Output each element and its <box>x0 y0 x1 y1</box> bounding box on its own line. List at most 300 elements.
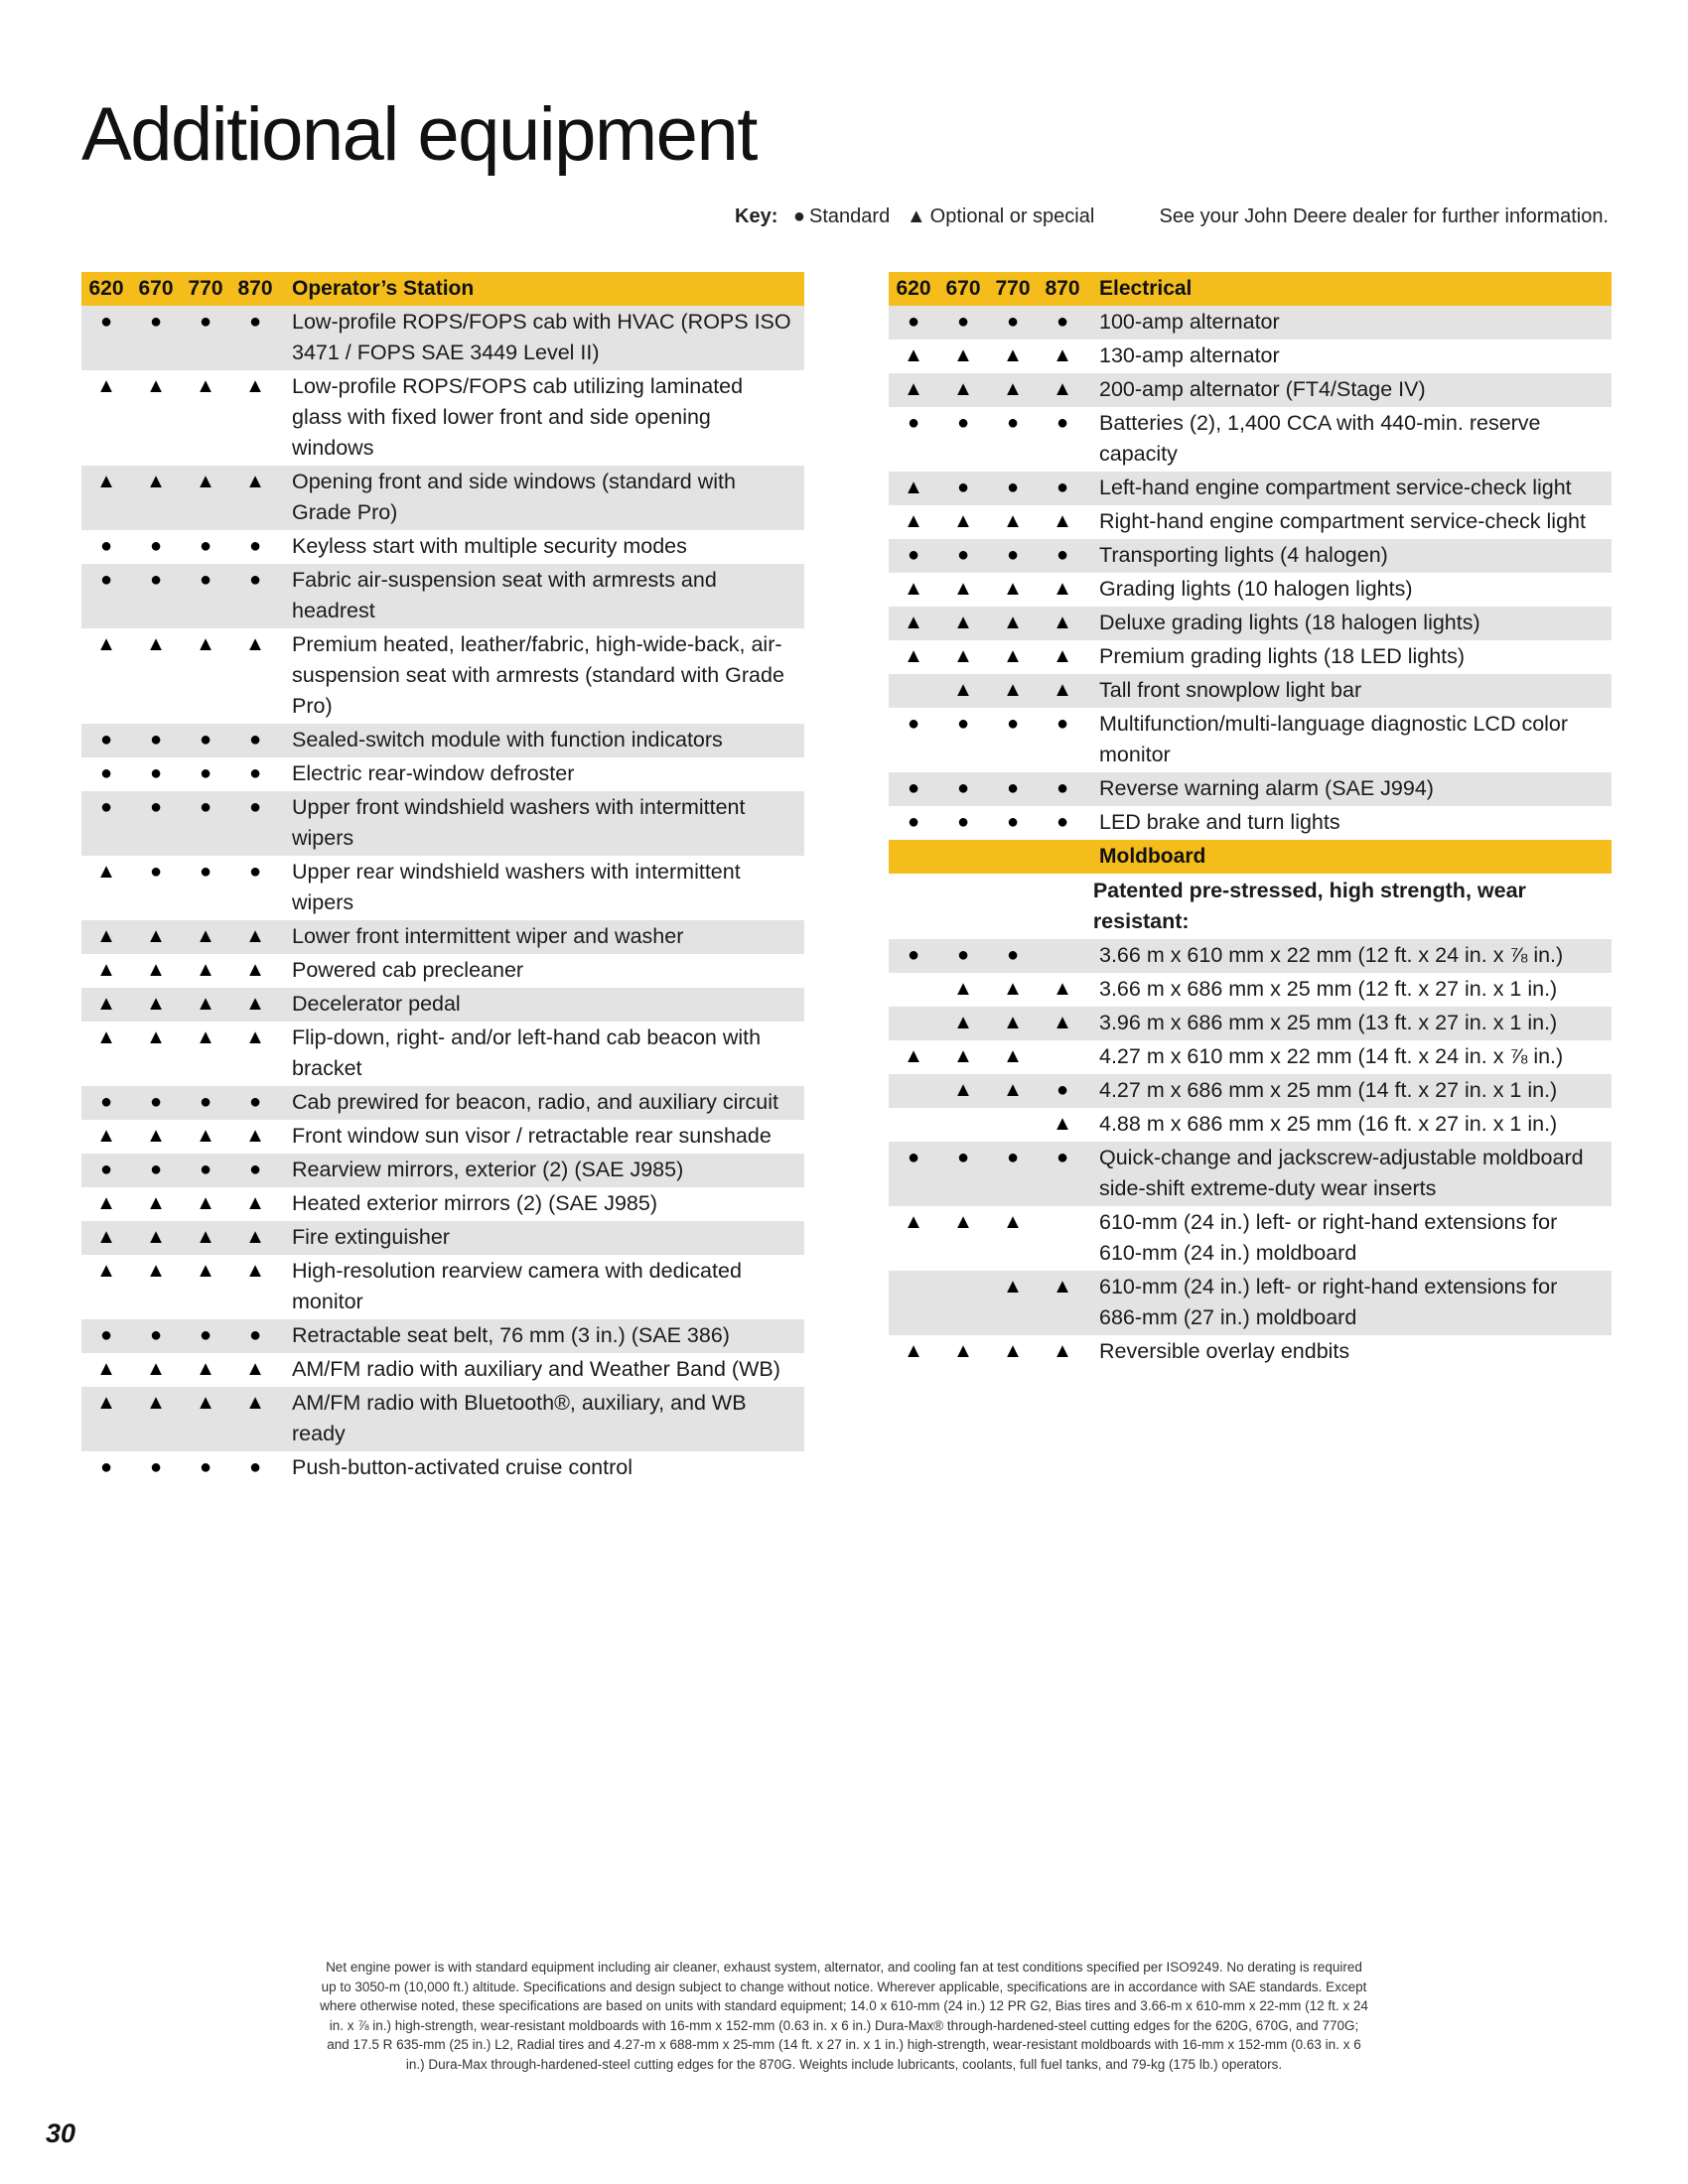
table-row <box>889 708 1612 772</box>
optional-triangle-icon: ▲ <box>245 1226 265 1248</box>
table-row <box>81 564 804 628</box>
standard-circle-icon: ● <box>907 412 920 434</box>
optional-triangle-icon: ▲ <box>196 1226 215 1248</box>
optional-triangle-icon: ▲ <box>96 925 116 947</box>
optional-triangle-icon: ▲ <box>96 1125 116 1147</box>
table-row <box>889 373 1612 407</box>
standard-circle-icon: ● <box>149 311 163 333</box>
optional-triangle-icon: ▲ <box>245 993 265 1015</box>
row-description: 100-amp alternator <box>1099 310 1280 334</box>
standard-circle-icon: ● <box>1055 811 1069 833</box>
optional-triangle-icon: ▲ <box>953 344 973 366</box>
table-row <box>81 1387 804 1451</box>
model-header-770: 770 <box>995 277 1031 300</box>
standard-circle-icon: ● <box>99 1324 113 1346</box>
optional-triangle-icon: ▲ <box>245 1358 265 1380</box>
row-description: 3.66 m x 686 mm x 25 mm (12 ft. x 27 in. x 1 in.) <box>1099 977 1558 1001</box>
optional-triangle-icon: ▲ <box>953 645 973 667</box>
standard-circle-icon: ● <box>199 729 212 751</box>
empty-cell <box>889 675 938 706</box>
row-description: Upper rear windshield washers with intermittent wipers <box>292 860 741 914</box>
model-header-670: 670 <box>945 277 981 300</box>
optional-triangle-icon: ▲ <box>196 1125 215 1147</box>
standard-circle-icon: ● <box>1055 713 1069 735</box>
row-description: 4.88 m x 686 mm x 25 mm (16 ft. x 27 in. x 1 in.) <box>1099 1112 1558 1136</box>
empty-cell <box>938 1109 988 1140</box>
row-description: 130-amp alternator <box>1099 343 1280 367</box>
optional-triangle-icon: ▲ <box>904 1211 923 1233</box>
optional-triangle-icon: ▲ <box>146 1260 166 1282</box>
optional-triangle-icon: ▲ <box>1003 344 1023 366</box>
standard-circle-icon: ● <box>248 796 262 818</box>
optional-triangle-icon: ▲ <box>1053 645 1072 667</box>
table-row <box>889 1040 1612 1074</box>
standard-circle-icon: ● <box>956 811 970 833</box>
table-row <box>889 1142 1612 1206</box>
table-row <box>889 674 1612 708</box>
table-row <box>889 472 1612 505</box>
row-description: High-resolution rearview camera with dedicated monitor <box>292 1259 742 1313</box>
optional-triangle-icon: ▲ <box>953 679 973 701</box>
row-description: Left-hand engine compartment service-check light <box>1099 476 1572 499</box>
standard-circle-icon: ● <box>1055 311 1069 333</box>
table-row <box>81 791 804 856</box>
table-row <box>889 607 1612 640</box>
row-description: AM/FM radio with Bluetooth®, auxiliary, and WB ready <box>292 1391 747 1445</box>
standard-circle-icon: ● <box>99 311 113 333</box>
table-row <box>889 1074 1612 1108</box>
optional-triangle-icon: ▲ <box>146 471 166 492</box>
standard-circle-icon: ● <box>199 861 212 883</box>
optional-triangle-icon: ▲ <box>196 1358 215 1380</box>
standard-circle-icon: ● <box>1055 412 1069 434</box>
optional-triangle-icon: ▲ <box>245 1125 265 1147</box>
optional-triangle-icon: ▲ <box>146 375 166 397</box>
optional-triangle-icon: ▲ <box>96 1358 116 1380</box>
row-description: Multifunction/multi-language diagnostic LCD color monitor <box>1099 712 1569 766</box>
table-row <box>81 370 804 466</box>
optional-triangle-icon: ▲ <box>96 375 116 397</box>
standard-circle-icon: ● <box>248 1324 262 1346</box>
standard-circle-icon: ● <box>99 569 113 591</box>
optional-triangle-icon: ▲ <box>146 959 166 981</box>
optional-triangle-icon: ▲ <box>196 471 215 492</box>
section-title: Operator’s Station <box>292 277 475 300</box>
table-row <box>81 1451 804 1485</box>
row-description: Lower front intermittent wiper and washer <box>292 924 684 948</box>
standard-circle-icon: ● <box>199 762 212 784</box>
empty-cell <box>1038 1041 1087 1072</box>
section-title: Electrical <box>1099 277 1193 300</box>
standard-circle-icon: ● <box>956 944 970 966</box>
optional-triangle-icon: ▲ <box>1053 1340 1072 1362</box>
standard-circle-icon: ● <box>248 762 262 784</box>
row-description: LED brake and turn lights <box>1099 810 1340 834</box>
empty-cell <box>889 1075 938 1106</box>
optional-triangle-icon: ▲ <box>245 633 265 655</box>
standard-circle-icon: ● <box>149 1456 163 1478</box>
optional-triangle-icon: ▲ <box>1053 1113 1072 1135</box>
optional-triangle-icon: ▲ <box>245 375 265 397</box>
optional-triangle-icon: ▲ <box>1003 645 1023 667</box>
standard-circle-icon: ● <box>1006 1147 1020 1168</box>
table-row <box>889 806 1612 840</box>
row-description: Right-hand engine compartment service-check light <box>1099 509 1586 533</box>
empty-cell <box>938 1272 988 1333</box>
table-row <box>81 954 804 988</box>
standard-circle-icon: ● <box>149 796 163 818</box>
optional-triangle-icon: ▲ <box>96 993 116 1015</box>
optional-triangle-icon: ▲ <box>1053 978 1072 1000</box>
optional-triangle-icon: ▲ <box>146 1125 166 1147</box>
row-description: Cab prewired for beacon, radio, and auxiliary circuit <box>292 1090 778 1114</box>
optional-triangle-icon: ▲ <box>904 645 923 667</box>
optional-triangle-icon: ▲ <box>96 1192 116 1214</box>
standard-circle-icon: ● <box>956 477 970 498</box>
optional-triangle-icon: ▲ <box>146 1226 166 1248</box>
empty-cell <box>889 1008 938 1038</box>
optional-triangle-icon: ▲ <box>196 1260 215 1282</box>
key-label: Key: <box>735 205 778 227</box>
row-description: Quick-change and jackscrew-adjustable moldboard side-shift extreme-duty wear inserts <box>1099 1146 1584 1200</box>
section-title: Moldboard <box>1099 845 1206 868</box>
table-row <box>889 407 1612 472</box>
optional-triangle-icon: ▲ <box>1003 612 1023 633</box>
row-description: 610-mm (24 in.) left- or right-hand extensions for 686-mm (27 in.) moldboard <box>1099 1275 1558 1329</box>
row-description: Grading lights (10 halogen lights) <box>1099 577 1413 601</box>
standard-circle-icon: ● <box>199 1456 212 1478</box>
standard-circle-icon: ● <box>956 412 970 434</box>
optional-triangle-icon: ▲ <box>904 612 923 633</box>
optional-triangle-icon: ▲ <box>1003 1340 1023 1362</box>
key-legend <box>735 205 1609 228</box>
optional-triangle-icon: ▲ <box>953 378 973 400</box>
table-row <box>889 505 1612 539</box>
standard-circle-icon: ● <box>199 569 212 591</box>
table-row <box>889 573 1612 607</box>
standard-circle-icon: ● <box>792 205 806 227</box>
standard-circle-icon: ● <box>99 1091 113 1113</box>
optional-triangle-icon: ▲ <box>1003 1079 1023 1101</box>
optional-triangle-icon: ▲ <box>904 477 923 498</box>
standard-circle-icon: ● <box>907 811 920 833</box>
row-description: AM/FM radio with auxiliary and Weather Band (WB) <box>292 1357 780 1381</box>
moldboard-header <box>889 840 1612 874</box>
optional-triangle-icon: ▲ <box>146 1392 166 1414</box>
optional-triangle-icon: ▲ <box>1053 1012 1072 1033</box>
standard-circle-icon: ● <box>199 1091 212 1113</box>
optional-triangle-icon: ▲ <box>904 510 923 532</box>
row-description: Electric rear-window defroster <box>292 761 575 785</box>
optional-triangle-icon: ▲ <box>953 1211 973 1233</box>
table-row <box>889 340 1612 373</box>
optional-triangle-icon: ▲ <box>245 1026 265 1048</box>
optional-triangle-icon: ▲ <box>96 471 116 492</box>
standard-circle-icon: ● <box>1006 713 1020 735</box>
optional-triangle-icon: ▲ <box>953 1079 973 1101</box>
empty-cell <box>1038 1207 1087 1269</box>
standard-circle-icon: ● <box>1006 477 1020 498</box>
standard-circle-icon: ● <box>248 729 262 751</box>
optional-triangle-icon: ▲ <box>196 1392 215 1414</box>
electrical-header <box>889 272 1612 306</box>
row-description: Low-profile ROPS/FOPS cab utilizing laminated glass with fixed lower front and side opening windows <box>292 374 744 460</box>
row-description: Reversible overlay endbits <box>1099 1339 1350 1363</box>
row-description: Fabric air-suspension seat with armrests and headrest <box>292 568 717 622</box>
standard-circle-icon: ● <box>149 762 163 784</box>
optional-triangle-icon: ▲ <box>196 993 215 1015</box>
operator-station-header <box>81 272 804 306</box>
standard-circle-icon: ● <box>99 1456 113 1478</box>
optional-triangle-icon: ▲ <box>1003 1045 1023 1067</box>
key-optional: Optional or special <box>929 205 1095 227</box>
table-row <box>81 1221 804 1255</box>
optional-triangle-icon: ▲ <box>1003 1012 1023 1033</box>
empty-cell <box>889 974 938 1005</box>
optional-triangle-icon: ▲ <box>953 1340 973 1362</box>
row-description: Tall front snowplow light bar <box>1099 678 1362 702</box>
optional-triangle-icon: ▲ <box>1003 510 1023 532</box>
row-description: Deluxe grading lights (18 halogen lights) <box>1099 611 1480 634</box>
moldboard-rows <box>889 939 1612 1369</box>
row-description: Powered cab precleaner <box>292 958 524 982</box>
table-row <box>81 856 804 920</box>
optional-triangle-icon: ▲ <box>906 205 926 227</box>
optional-triangle-icon: ▲ <box>1053 344 1072 366</box>
optional-triangle-icon: ▲ <box>96 861 116 883</box>
optional-triangle-icon: ▲ <box>96 1260 116 1282</box>
table-row <box>81 757 804 791</box>
optional-triangle-icon: ▲ <box>245 1392 265 1414</box>
row-description: 4.27 m x 686 mm x 25 mm (14 ft. x 27 in. x 1 in.) <box>1099 1078 1558 1102</box>
row-description: Transporting lights (4 halogen) <box>1099 543 1388 567</box>
table-row <box>81 920 804 954</box>
optional-triangle-icon: ▲ <box>196 1192 215 1214</box>
standard-circle-icon: ● <box>149 1159 163 1180</box>
row-description: Rearview mirrors, exterior (2) (SAE J985) <box>292 1158 684 1181</box>
standard-circle-icon: ● <box>149 729 163 751</box>
optional-triangle-icon: ▲ <box>1053 378 1072 400</box>
optional-triangle-icon: ▲ <box>96 1226 116 1248</box>
optional-triangle-icon: ▲ <box>96 633 116 655</box>
row-description: Opening front and side windows (standard with Grade Pro) <box>292 470 736 524</box>
optional-triangle-icon: ▲ <box>953 510 973 532</box>
standard-circle-icon: ● <box>149 569 163 591</box>
table-row <box>81 1154 804 1187</box>
optional-triangle-icon: ▲ <box>953 578 973 600</box>
optional-triangle-icon: ▲ <box>904 344 923 366</box>
standard-circle-icon: ● <box>248 861 262 883</box>
table-row <box>81 724 804 757</box>
standard-circle-icon: ● <box>956 713 970 735</box>
row-description: Front window sun visor / retractable rear sunshade <box>292 1124 772 1148</box>
row-description: 610-mm (24 in.) left- or right-hand extensions for 610-mm (24 in.) moldboard <box>1099 1210 1558 1265</box>
table-row <box>81 1022 804 1086</box>
optional-triangle-icon: ▲ <box>146 993 166 1015</box>
table-row <box>889 539 1612 573</box>
standard-circle-icon: ● <box>248 535 262 557</box>
optional-triangle-icon: ▲ <box>245 471 265 492</box>
standard-circle-icon: ● <box>1006 944 1020 966</box>
optional-triangle-icon: ▲ <box>904 378 923 400</box>
standard-circle-icon: ● <box>199 311 212 333</box>
row-description: Decelerator pedal <box>292 992 461 1016</box>
model-header-770: 770 <box>188 277 223 300</box>
standard-circle-icon: ● <box>248 1159 262 1180</box>
standard-circle-icon: ● <box>907 544 920 566</box>
row-description: Batteries (2), 1,400 CCA with 440-min. reserve capacity <box>1099 411 1541 466</box>
empty-cell <box>1038 940 1087 971</box>
model-header-870: 870 <box>1045 277 1080 300</box>
table-row <box>889 640 1612 674</box>
row-description: Upper front windshield washers with intermittent wipers <box>292 795 746 850</box>
optional-triangle-icon: ▲ <box>1053 612 1072 633</box>
row-description: Keyless start with multiple security modes <box>292 534 687 558</box>
optional-triangle-icon: ▲ <box>146 633 166 655</box>
standard-circle-icon: ● <box>248 1456 262 1478</box>
optional-triangle-icon: ▲ <box>953 1012 973 1033</box>
optional-triangle-icon: ▲ <box>1003 578 1023 600</box>
table-row <box>81 1187 804 1221</box>
standard-circle-icon: ● <box>1055 1079 1069 1101</box>
optional-triangle-icon: ▲ <box>196 959 215 981</box>
standard-circle-icon: ● <box>1006 777 1020 799</box>
row-description: Sealed-switch module with function indicators <box>292 728 723 751</box>
standard-circle-icon: ● <box>149 1324 163 1346</box>
table-row <box>889 1335 1612 1369</box>
table-row <box>889 772 1612 806</box>
empty-cell <box>889 1109 938 1140</box>
optional-triangle-icon: ▲ <box>245 1260 265 1282</box>
optional-triangle-icon: ▲ <box>245 925 265 947</box>
standard-circle-icon: ● <box>248 311 262 333</box>
row-description: Flip-down, right- and/or left-hand cab beacon with bracket <box>292 1025 762 1080</box>
standard-circle-icon: ● <box>199 535 212 557</box>
standard-circle-icon: ● <box>99 729 113 751</box>
table-row <box>889 973 1612 1007</box>
empty-cell <box>988 1109 1038 1140</box>
standard-circle-icon: ● <box>956 544 970 566</box>
standard-circle-icon: ● <box>1055 777 1069 799</box>
standard-circle-icon: ● <box>149 1091 163 1113</box>
table-row <box>81 530 804 564</box>
row-description: 3.96 m x 686 mm x 25 mm (13 ft. x 27 in. x 1 in.) <box>1099 1011 1558 1034</box>
standard-circle-icon: ● <box>149 535 163 557</box>
row-description: Low-profile ROPS/FOPS cab with HVAC (ROPS ISO 3471 / FOPS SAE 3449 Level II) <box>292 310 791 364</box>
footnote: Net engine power is with standard equipment including air cleaner, exhaust system, alternator, and cooling fan at test conditions specified per ISO9249. No derating is required up to 3050-m (10,000 ft.) altitude. Specifications and design subject to change without notice. Wherever applicable, specifications are in accordance with SAE standards. Except where otherwise noted, these specifications are based on units with standard equipment; 14.0 x 610-mm (24 in.) 12 PR G2, Bias tires and 3.66-m x 610-mm x 22-mm (12 ft. x 24 in. x ⅞ in.) high-strength, wear-resistant moldboards with 16-mm x 152-mm (0.63 in. x 6 in.) Dura-Max® through-hardened-steel cutting edges for the 620G, 670G, and 770G; and 17.5 R 635-mm (25 in.) L2, Radial tires and 4.27-m x 688-mm x 25-mm (14 ft. x 27 in. x 1 in.) high-strength, wear-resistant moldboards with 16-mm x 152-mm (0.63 in. x 6 in.) Dura-Max through-hardened-steel cutting edges for the 870G. Weights include lubricants, coolants, full fuel tanks, and 79-kg (175 lb.) operators. <box>320 1960 1368 2072</box>
optional-triangle-icon: ▲ <box>1003 679 1023 701</box>
table-row <box>81 466 804 530</box>
optional-triangle-icon: ▲ <box>953 1045 973 1067</box>
key-standard: Standard <box>809 205 891 227</box>
electrical-rows <box>889 306 1612 840</box>
standard-circle-icon: ● <box>1055 544 1069 566</box>
optional-triangle-icon: ▲ <box>96 959 116 981</box>
optional-triangle-icon: ▲ <box>96 1026 116 1048</box>
table-row <box>889 1108 1612 1142</box>
standard-circle-icon: ● <box>1006 311 1020 333</box>
standard-circle-icon: ● <box>149 861 163 883</box>
table-row <box>81 1319 804 1353</box>
standard-circle-icon: ● <box>956 1147 970 1168</box>
row-description: Push-button-activated cruise control <box>292 1455 633 1479</box>
row-description: 4.27 m x 610 mm x 22 mm (14 ft. x 24 in. x ⅞ in.) <box>1099 1044 1564 1068</box>
optional-triangle-icon: ▲ <box>245 959 265 981</box>
optional-triangle-icon: ▲ <box>953 612 973 633</box>
optional-triangle-icon: ▲ <box>904 578 923 600</box>
standard-circle-icon: ● <box>907 944 920 966</box>
dealer-info: See your John Deere dealer for further information. <box>1159 205 1609 227</box>
row-description: 3.66 m x 610 mm x 22 mm (12 ft. x 24 in. x ⅞ in.) <box>1099 943 1564 967</box>
optional-triangle-icon: ▲ <box>146 1358 166 1380</box>
operator-rows <box>81 306 804 1485</box>
optional-triangle-icon: ▲ <box>196 1026 215 1048</box>
optional-triangle-icon: ▲ <box>1053 1276 1072 1297</box>
model-header-620: 620 <box>896 277 931 300</box>
table-row <box>889 1206 1612 1271</box>
table-row <box>81 628 804 724</box>
standard-circle-icon: ● <box>907 713 920 735</box>
page-number: 30 <box>46 2118 76 2148</box>
row-description: Retractable seat belt, 76 mm (3 in.) (SAE 386) <box>292 1323 730 1347</box>
standard-circle-icon: ● <box>99 762 113 784</box>
optional-triangle-icon: ▲ <box>1003 1211 1023 1233</box>
table-row <box>81 1120 804 1154</box>
table-row <box>81 1086 804 1120</box>
optional-triangle-icon: ▲ <box>904 1045 923 1067</box>
optional-triangle-icon: ▲ <box>1053 679 1072 701</box>
optional-triangle-icon: ▲ <box>146 1026 166 1048</box>
table-row <box>81 988 804 1022</box>
table-row <box>81 306 804 370</box>
standard-circle-icon: ● <box>907 311 920 333</box>
standard-circle-icon: ● <box>99 535 113 557</box>
row-description: Reverse warning alarm (SAE J994) <box>1099 776 1434 800</box>
standard-circle-icon: ● <box>1006 412 1020 434</box>
standard-circle-icon: ● <box>99 796 113 818</box>
standard-circle-icon: ● <box>248 1091 262 1113</box>
optional-triangle-icon: ▲ <box>1003 978 1023 1000</box>
optional-triangle-icon: ▲ <box>1053 578 1072 600</box>
row-description: Premium heated, leather/fabric, high-wide-back, air-suspension seat with armrests (standard with Grade Pro) <box>292 632 784 718</box>
table-row <box>889 1271 1612 1335</box>
page-title: Additional equipment <box>81 92 757 177</box>
optional-triangle-icon: ▲ <box>904 1340 923 1362</box>
optional-triangle-icon: ▲ <box>1003 378 1023 400</box>
table-row <box>889 1007 1612 1040</box>
standard-circle-icon: ● <box>956 777 970 799</box>
standard-circle-icon: ● <box>199 796 212 818</box>
optional-triangle-icon: ▲ <box>245 1192 265 1214</box>
row-description: Heated exterior mirrors (2) (SAE J985) <box>292 1191 657 1215</box>
table-row <box>889 939 1612 973</box>
operator-station-table <box>81 272 804 1485</box>
standard-circle-icon: ● <box>907 1147 920 1168</box>
table-row <box>889 306 1612 340</box>
row-description: Premium grading lights (18 LED lights) <box>1099 644 1466 668</box>
model-header-870: 870 <box>237 277 273 300</box>
model-header-620: 620 <box>88 277 124 300</box>
standard-circle-icon: ● <box>907 777 920 799</box>
model-header-670: 670 <box>138 277 174 300</box>
standard-circle-icon: ● <box>1055 1147 1069 1168</box>
optional-triangle-icon: ▲ <box>1003 1276 1023 1297</box>
optional-triangle-icon: ▲ <box>146 925 166 947</box>
optional-triangle-icon: ▲ <box>196 633 215 655</box>
empty-cell <box>889 1272 938 1333</box>
standard-circle-icon: ● <box>199 1324 212 1346</box>
moldboard-subtitle <box>889 874 1612 939</box>
